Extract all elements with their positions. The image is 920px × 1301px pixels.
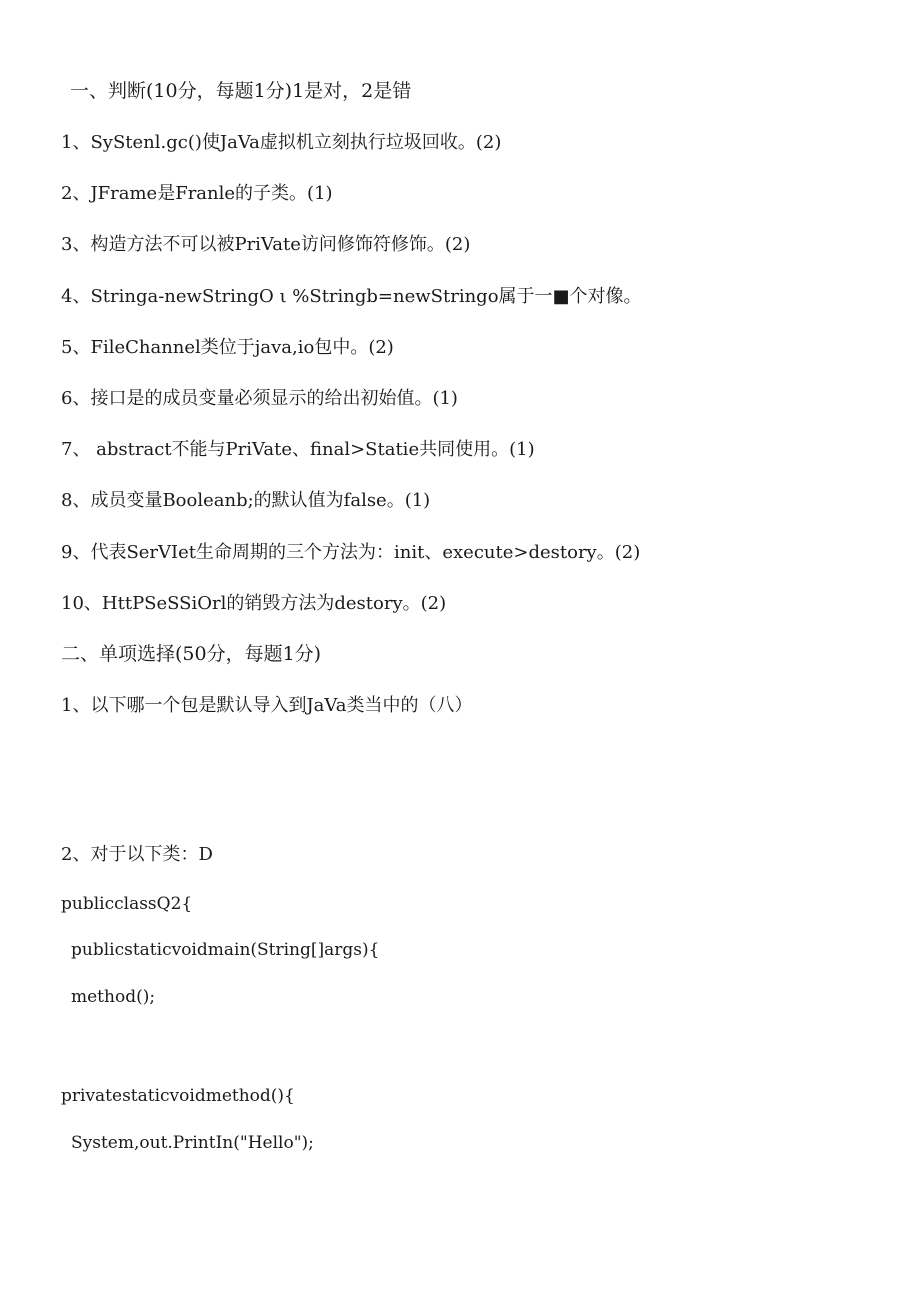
code-line-5: System,out.PrintIn("Hello"); xyxy=(71,1133,314,1153)
judgment-item-2: 2、JFrame是Franle的子类。(1) xyxy=(61,183,333,204)
code-line-2: publicstaticvoidmain(String[]args){ xyxy=(71,940,380,960)
code-line-3: method(); xyxy=(71,987,156,1007)
judgment-item-9: 9、代表SerVIet生命周期的三个方法为：init、execute>destory。(2) xyxy=(61,542,641,563)
judgment-item-5: 5、FileChannel类位于java,io包中。(2) xyxy=(61,337,394,358)
section-2-heading: 二、单项选择(50分，每题1分) xyxy=(61,643,322,665)
code-line-1: publicclassQ2{ xyxy=(61,894,193,914)
judgment-item-6: 6、接口是的成员变量必须显示的给出初始值。(1) xyxy=(61,388,458,409)
judgment-item-4: 4、Stringa-newStringO ι %Stringb=newStringo属于一■个对像。 xyxy=(61,286,642,307)
code-line-4: privatestaticvoidmethod(){ xyxy=(61,1086,295,1106)
section-1-heading: 一、判断(10分，每题1分)1是对，2是错 xyxy=(70,80,412,102)
judgment-item-1: 1、SyStenl.gc()使JaVa虚拟机立刻执行垃圾回收。(2) xyxy=(61,132,502,153)
judgment-item-10: 10、HttPSeSSiOrl的销毁方法为destory。(2) xyxy=(61,593,447,614)
judgment-item-3: 3、构造方法不可以被PriVate访问修饰符修饰。(2) xyxy=(61,234,471,255)
choice-question-1: 1、以下哪一个包是默认导入到JaVa类当中的（八） xyxy=(61,695,473,716)
choice-question-2: 2、对于以下类：D xyxy=(61,844,213,865)
judgment-item-7: 7、 abstract不能与PriVate、final>Statie共同使用。(1) xyxy=(61,439,535,460)
judgment-item-8: 8、成员变量Booleanb;的默认值为false。(1) xyxy=(61,490,431,511)
